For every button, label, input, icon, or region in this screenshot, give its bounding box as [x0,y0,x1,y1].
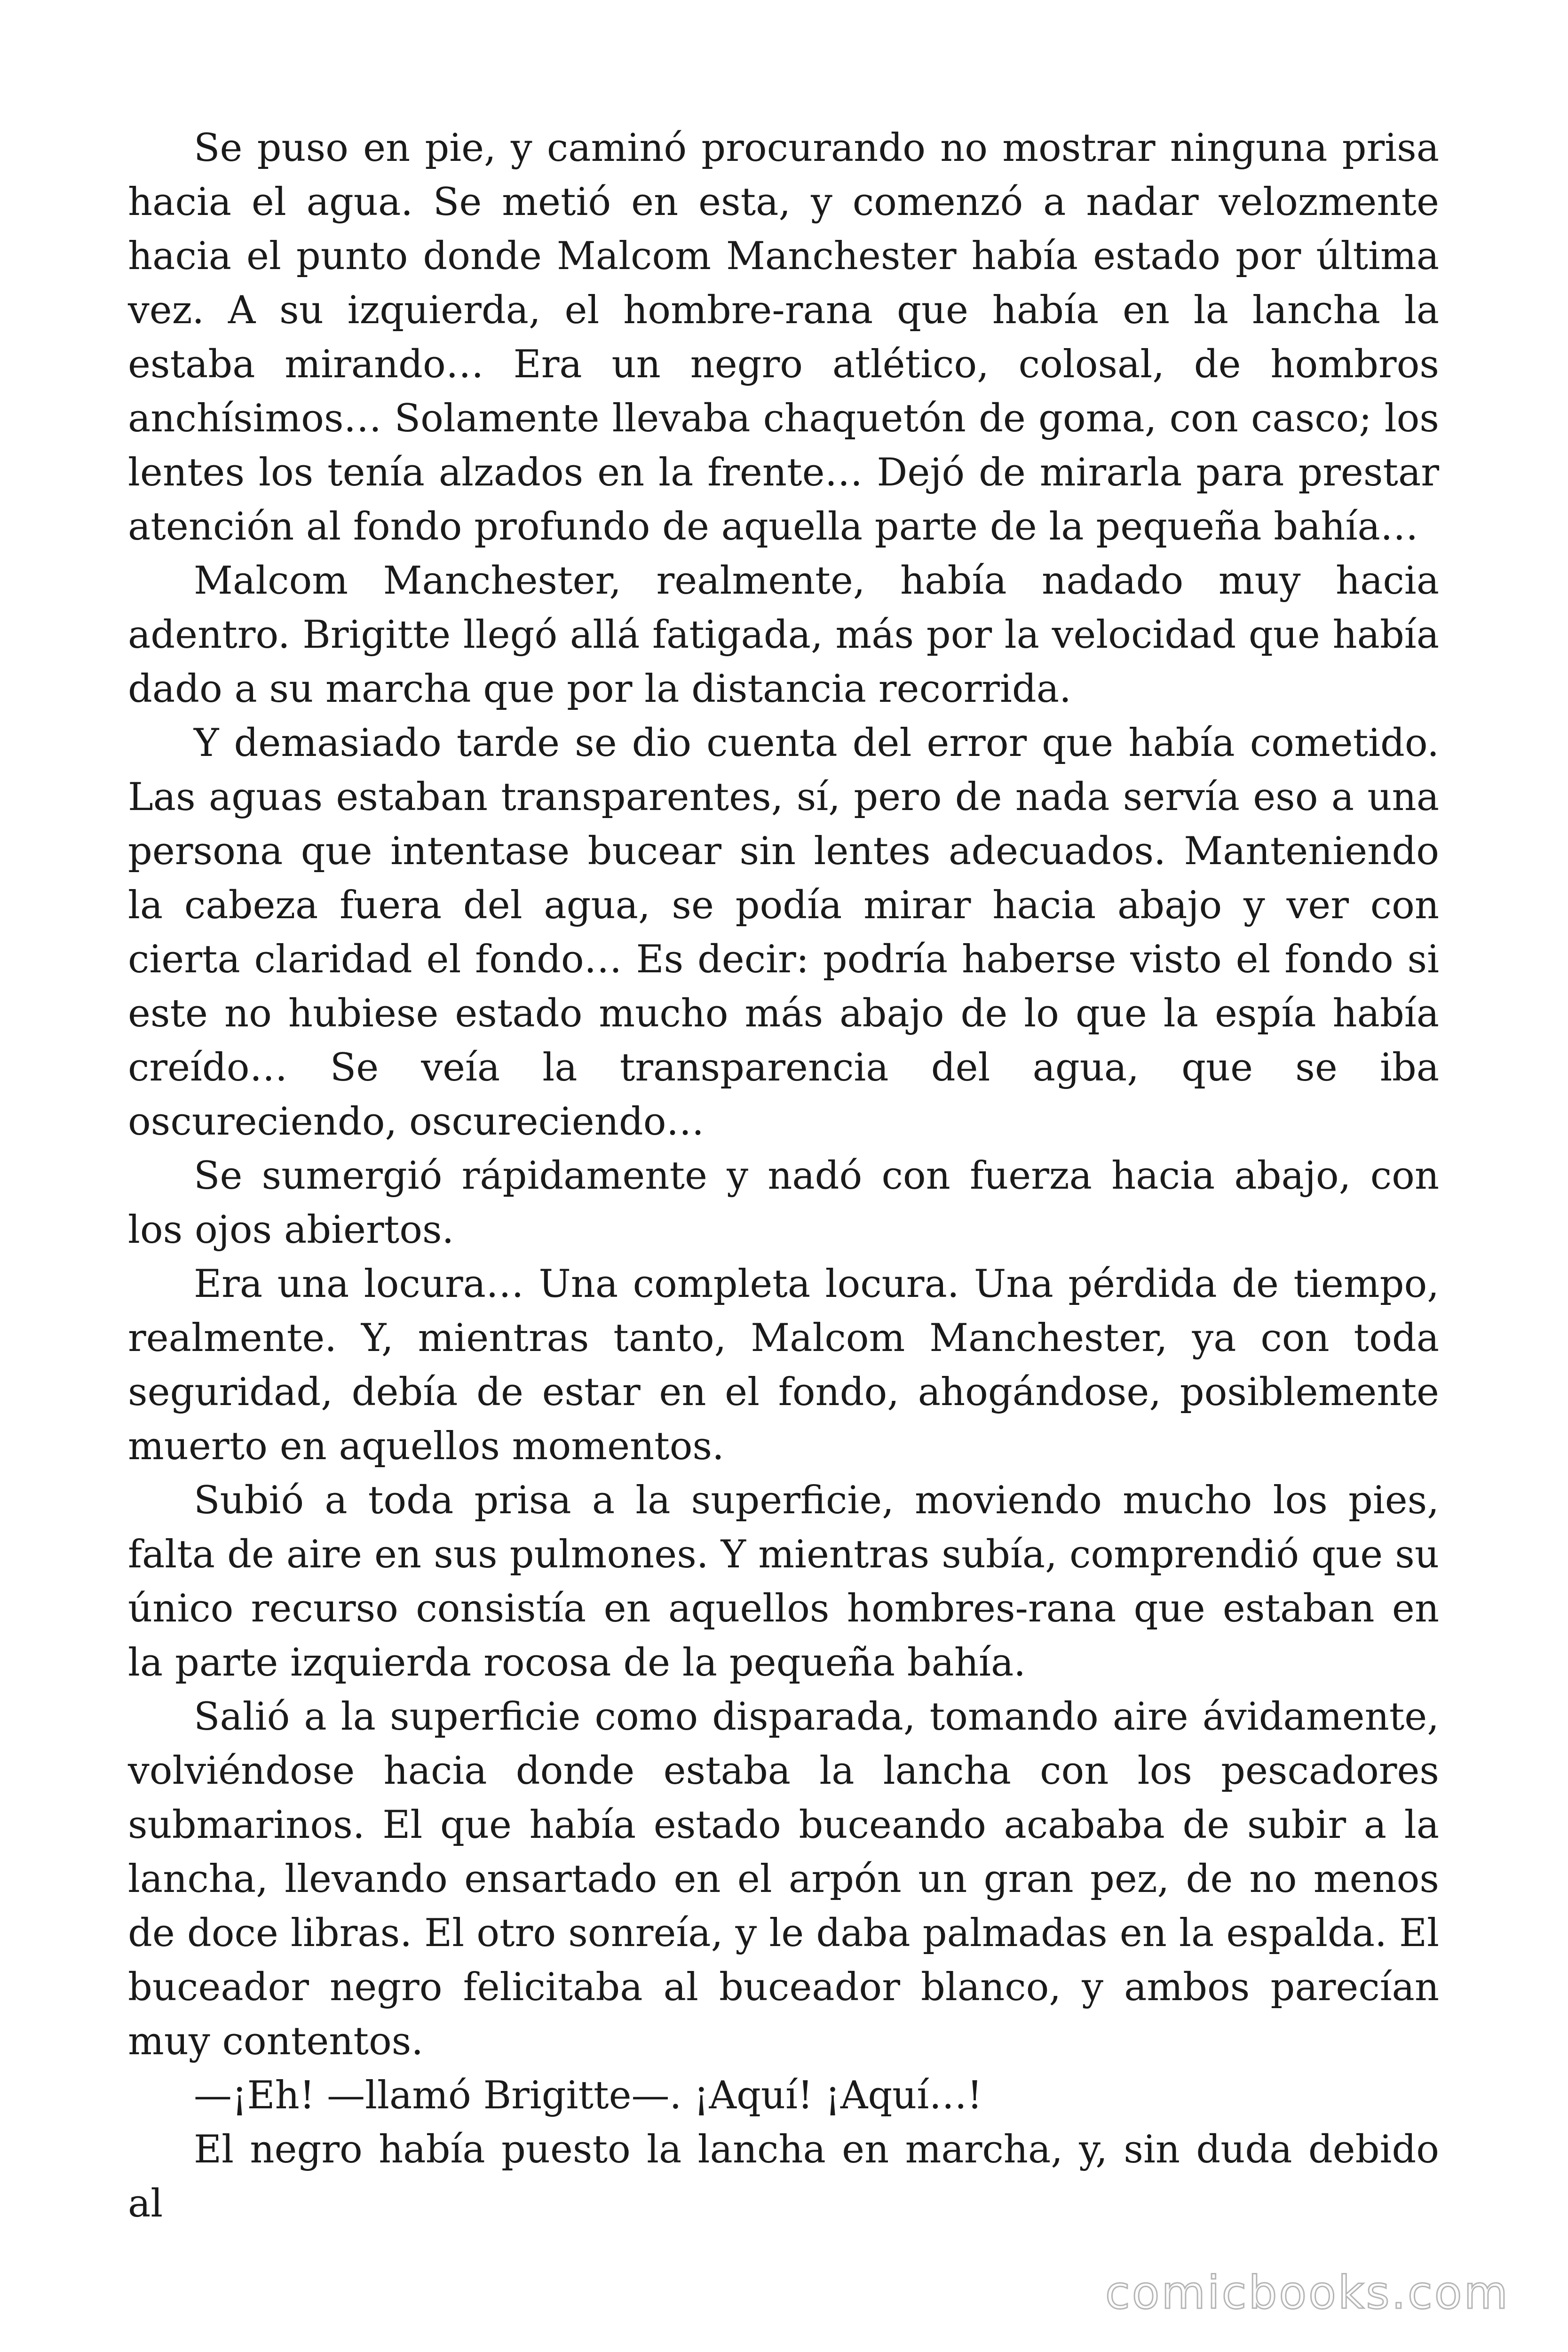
paragraph: Subió a toda prisa a la superficie, moviendo mucho los pies, falta de aire en sus pulmones. Y mientras subía, comprendió que su único recurso consistía en aquellos hombres-rana que estaban en la parte izquierda rocosa de la pequeña bahía. [128,1478,1439,1685]
paragraph: Y demasiado tarde se dio cuenta del error que había cometido. Las aguas estaban transparentes, sí, pero de nada servía eso a una persona que intentase bucear sin lentes adecuados. Manteniendo la cabeza fuera del agua, se podía mirar hacia abajo y ver con cierta claridad el fondo… Es decir: podría haberse visto el fondo si este no hubiese estado mucho más abajo de lo que la espía había creído… Se veía la transparencia del agua, que se iba oscureciendo, oscureciendo… [128,721,1439,1144]
watermark: comicbooks.com [1105,2266,1510,2319]
paragraph: Era una locura… Una completa locura. Una pérdida de tiempo, realmente. Y, mientras tanto, Malcom Manchester, ya con toda seguridad, debía de estar en el fondo, ahogándose, posiblemente muerto en aquellos momentos. [128,1262,1439,1469]
paragraph: Salió a la superficie como disparada, tomando aire ávidamente, volviéndose hacia donde estaba la lancha con los pescadores submarinos. El que había estado buceando acababa de subir a la lancha, llevando ensartado en el arpón un gran pez, de no menos de doce libras. El otro sonreía, y le daba palmadas en la espalda. El buceador negro felicitaba al buceador blanco, y ambos parecían muy contentos. [128,1695,1439,2064]
paragraph: Se sumergió rápidamente y nadó con fuerza hacia abajo, con los ojos abiertos. [128,1154,1439,1252]
body-text [128,121,1439,2231]
paragraph: Malcom Manchester, realmente, había nadado muy hacia adentro. Brigitte llegó allá fatigada, más por la velocidad que había dado a su marcha que por la distancia recorrida. [128,559,1439,711]
paragraph: El negro había puesto la lancha en marcha, y, sin duda debido al [128,2128,1439,2226]
paragraph: —¡Eh! —llamó Brigitte—. ¡Aquí! ¡Aquí…! [194,2074,982,2118]
paragraph: Se puso en pie, y caminó procurando no mostrar ninguna prisa hacia el agua. Se metió en esta, y comenzó a nadar velozmente hacia el punto donde Malcom Manchester había estado por última vez. A su izquierda, el hombre-rana que había en la lancha la estaba mirando… Era un negro atlético, colosal, de hombros anchísimos… Solamente llevaba chaquetón de goma, con casco; los lentes los tenía alzados en la frente… Dejó de mirarla para prestar atención al fondo profundo de aquella parte de la pequeña bahía… [128,126,1439,549]
